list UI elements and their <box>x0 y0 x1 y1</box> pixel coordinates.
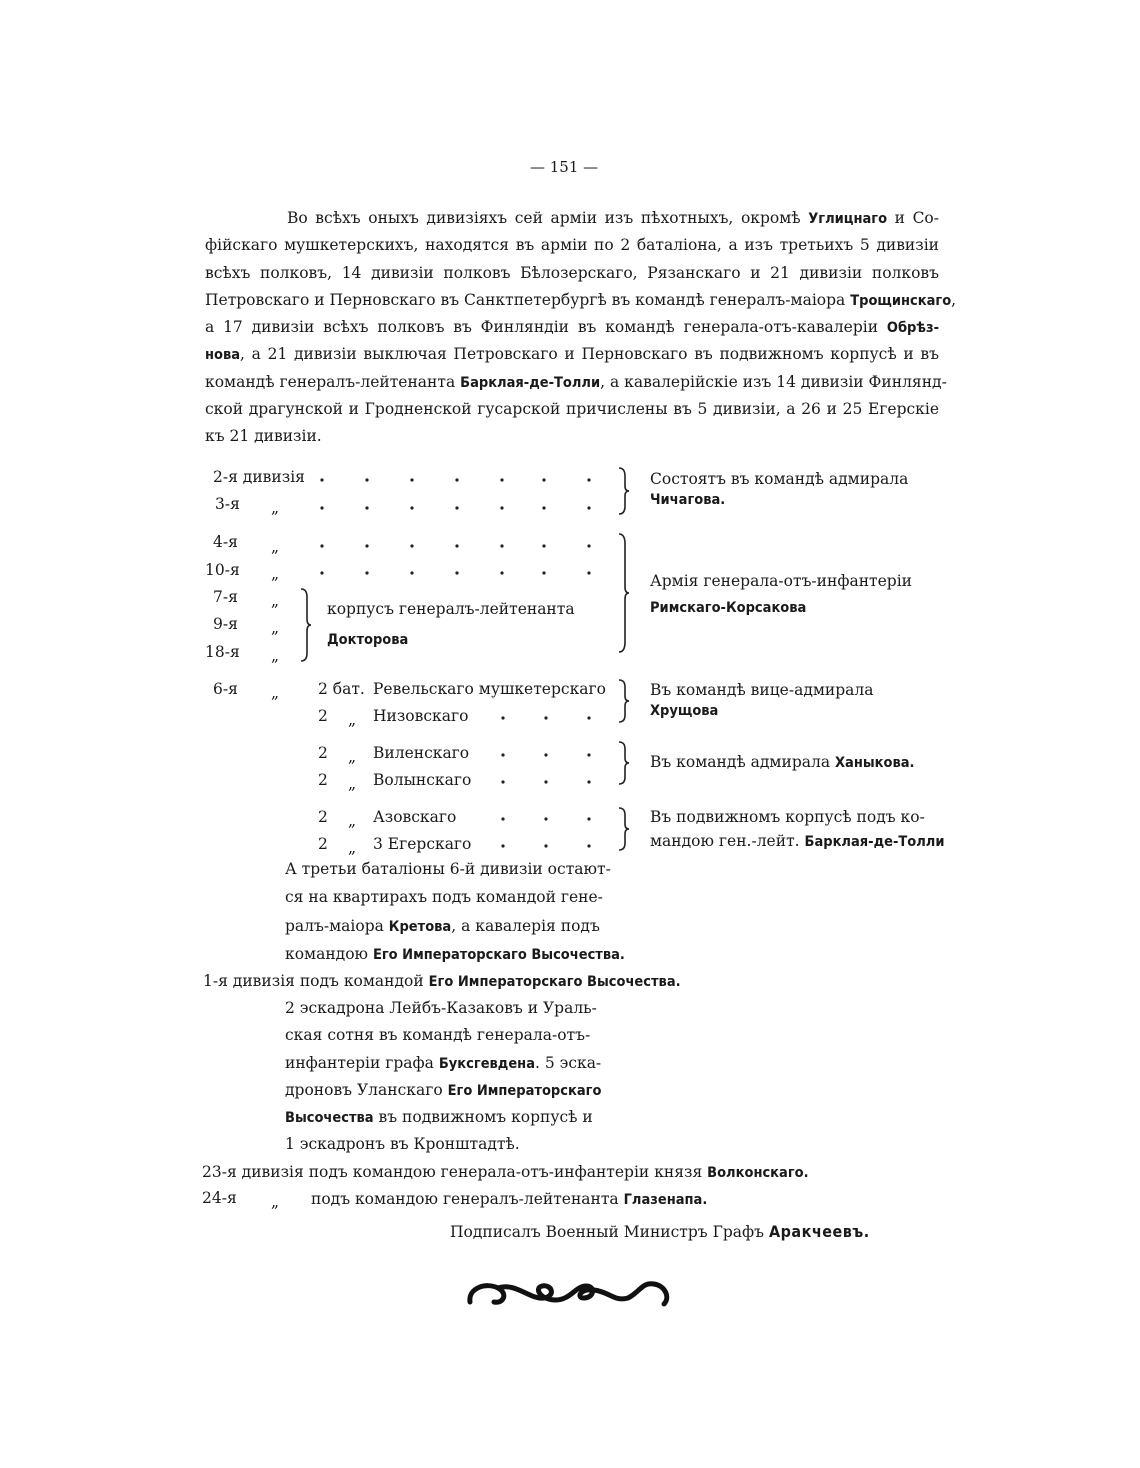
page-number: — 151 — <box>530 158 599 176</box>
ditto-mark: „ <box>348 839 357 857</box>
cossacks-line-5: Высочества въ подвижномъ корпусѣ и <box>285 1108 593 1126</box>
ditto-mark: „ <box>348 812 357 830</box>
ditto-mark: „ <box>271 538 280 556</box>
intro-line-5: а 17 дивизіи всѣхъ полковъ въ Финляндіи въ командѣ генерала-отъ-кавалеріи Обрѣз- <box>205 318 939 337</box>
row-vilen-num: 2 <box>318 744 328 762</box>
intro-line-6: нова, а 21 дивизіи выключая Петровскаго и Перновскаго въ подвижномъ корпусѣ и въ <box>205 345 939 364</box>
cossacks-line-4: дроновъ Уланскаго Его Императорскаго <box>285 1081 602 1099</box>
ditto-mark: „ <box>271 565 280 583</box>
barclay-text: Въ подвижномъ корпусѣ подъ ко- <box>650 808 925 826</box>
intro-line-1: Во всѣхъ оныхъ дивизіяхъ сей арміи изъ пѣхотныхъ, окромѣ Углицнаго и Со- <box>287 209 939 227</box>
division-4-label: 4-я <box>213 533 238 551</box>
intro-line-8: ской драгунской и Гродненской гусарской причислены въ 5 дивизіи, а 26 и 25 Егерскіе <box>205 400 939 419</box>
brace-icon <box>297 587 317 663</box>
dot-leaders <box>490 700 600 850</box>
khrushchov-name: Хрущова <box>650 703 719 719</box>
signature: Подписалъ Военный Министръ Графъ Аракчеевъ. <box>450 1222 870 1241</box>
chichagov-text: Состоятъ въ командѣ адмирала <box>650 470 909 488</box>
third-battalions-line-4: командою Его Императорскаго Высочества. <box>285 945 625 963</box>
intro-line-4: Петровскаго и Перновскаго въ Санктпетербургѣ въ командѣ генералъ-маіора Трощинскаго, <box>205 290 957 309</box>
ditto-mark: „ <box>348 711 357 729</box>
division-24-label: 24-я <box>202 1189 237 1207</box>
division-23-line: 23-я дивизія подъ командою генерала-отъ-инфантеріи князя Волконскаго. <box>202 1163 809 1181</box>
intro-line-7: командѣ генералъ-лейтенанта Барклая-де-Толли, а кавалерійскіе изъ 14 дивизіи Финлянд- <box>205 372 947 391</box>
brace-icon <box>615 740 635 786</box>
cossacks-line-2: ская сотня въ командѣ генерала-отъ- <box>285 1026 591 1044</box>
row-eger-num: 2 <box>318 835 328 853</box>
division-9-label: 9-я <box>213 615 238 633</box>
row-nizov-name: Низовскаго <box>373 707 469 725</box>
chichagov-name: Чичагова. <box>650 492 726 508</box>
division-24-line: подъ командою генералъ-лейтенанта Глазенапа. <box>311 1190 708 1208</box>
row-volyn-num: 2 <box>318 771 328 789</box>
rimsky-name: Римскаго-Корсакова <box>650 600 807 616</box>
ornament-icon <box>464 1276 674 1312</box>
row-azov-name: Азовскаго <box>373 808 457 826</box>
cossacks-line-6: 1 эскадронъ въ Кронштадтѣ. <box>285 1135 520 1153</box>
ditto-mark: „ <box>271 592 280 610</box>
dokhturov-name: Докторова <box>327 632 409 648</box>
division-2-label: 2-я дивизія <box>213 468 305 486</box>
row-nizov-num: 2 <box>318 707 328 725</box>
ditto-mark: „ <box>271 619 280 637</box>
division-7-label: 7-я <box>213 588 238 606</box>
cossacks-line-3: инфантеріи графа Буксгевдена. 5 эска- <box>285 1054 602 1072</box>
third-battalions-line-1: А третьи баталіоны 6-й дивизіи остают- <box>285 860 611 878</box>
third-battalions-line-2: ся на квартирахъ подъ командой гене- <box>285 888 603 906</box>
ditto-mark: „ <box>348 775 357 793</box>
barclay-line: мандою ген.-лейт. Барклая-де-Толли <box>650 832 945 850</box>
intro-line-2: фійскаго мушкетерскихъ, находятся въ арміи по 2 баталіона, а изъ третьихъ 5 дивизіи <box>205 236 939 255</box>
ditto-mark: „ <box>271 684 280 702</box>
ditto-mark: „ <box>271 647 280 665</box>
ditto-mark: „ <box>348 748 357 766</box>
row-revel-name: Ревельскаго мушкетерскаго <box>373 680 606 698</box>
khrushchov-text: Въ командѣ вице-адмирала <box>650 681 874 699</box>
ditto-mark: „ <box>271 499 280 517</box>
row-eger-name: 3 Егерскаго <box>373 835 472 853</box>
division-6-label: 6-я <box>213 680 238 698</box>
division-18-label: 18-я <box>205 643 240 661</box>
division-3-label: 3-я <box>215 495 240 513</box>
row-vilen-name: Виленскаго <box>373 744 470 762</box>
dokhturov-text: корпусъ генералъ-лейтенанта <box>327 600 575 618</box>
division-1-line: 1-я дивизія подъ командой Его Императорскаго Высочества. <box>203 972 681 990</box>
brace-icon <box>615 532 635 654</box>
intro-line-3: всѣхъ полковъ, 14 дивизіи полковъ Бѣлозерскаго, Рязанскаго и 21 дивизіи полковъ <box>205 263 939 282</box>
brace-icon <box>615 678 635 724</box>
ditto-mark: „ <box>271 1193 280 1211</box>
brace-icon <box>615 806 635 852</box>
brace-icon <box>615 466 635 516</box>
row-azov-num: 2 <box>318 808 328 826</box>
cossacks-line-1: 2 эскадрона Лейбъ-Казаковъ и Ураль- <box>285 999 597 1017</box>
third-battalions-line-3: ралъ-маіора Кретова, а кавалерія подъ <box>285 917 600 935</box>
division-10-label: 10-я <box>205 561 240 579</box>
row-revel-num: 2 бат. <box>318 680 365 698</box>
row-volyn-name: Волынскаго <box>373 771 472 789</box>
intro-paragraph <box>205 205 957 451</box>
rimsky-text: Армія генерала-отъ-инфантеріи <box>650 572 912 590</box>
intro-line-9: къ 21 дивизіи. <box>205 427 322 446</box>
dot-leaders <box>300 470 600 580</box>
khanykov-line: Въ командѣ адмирала Ханыкова. <box>650 753 915 771</box>
